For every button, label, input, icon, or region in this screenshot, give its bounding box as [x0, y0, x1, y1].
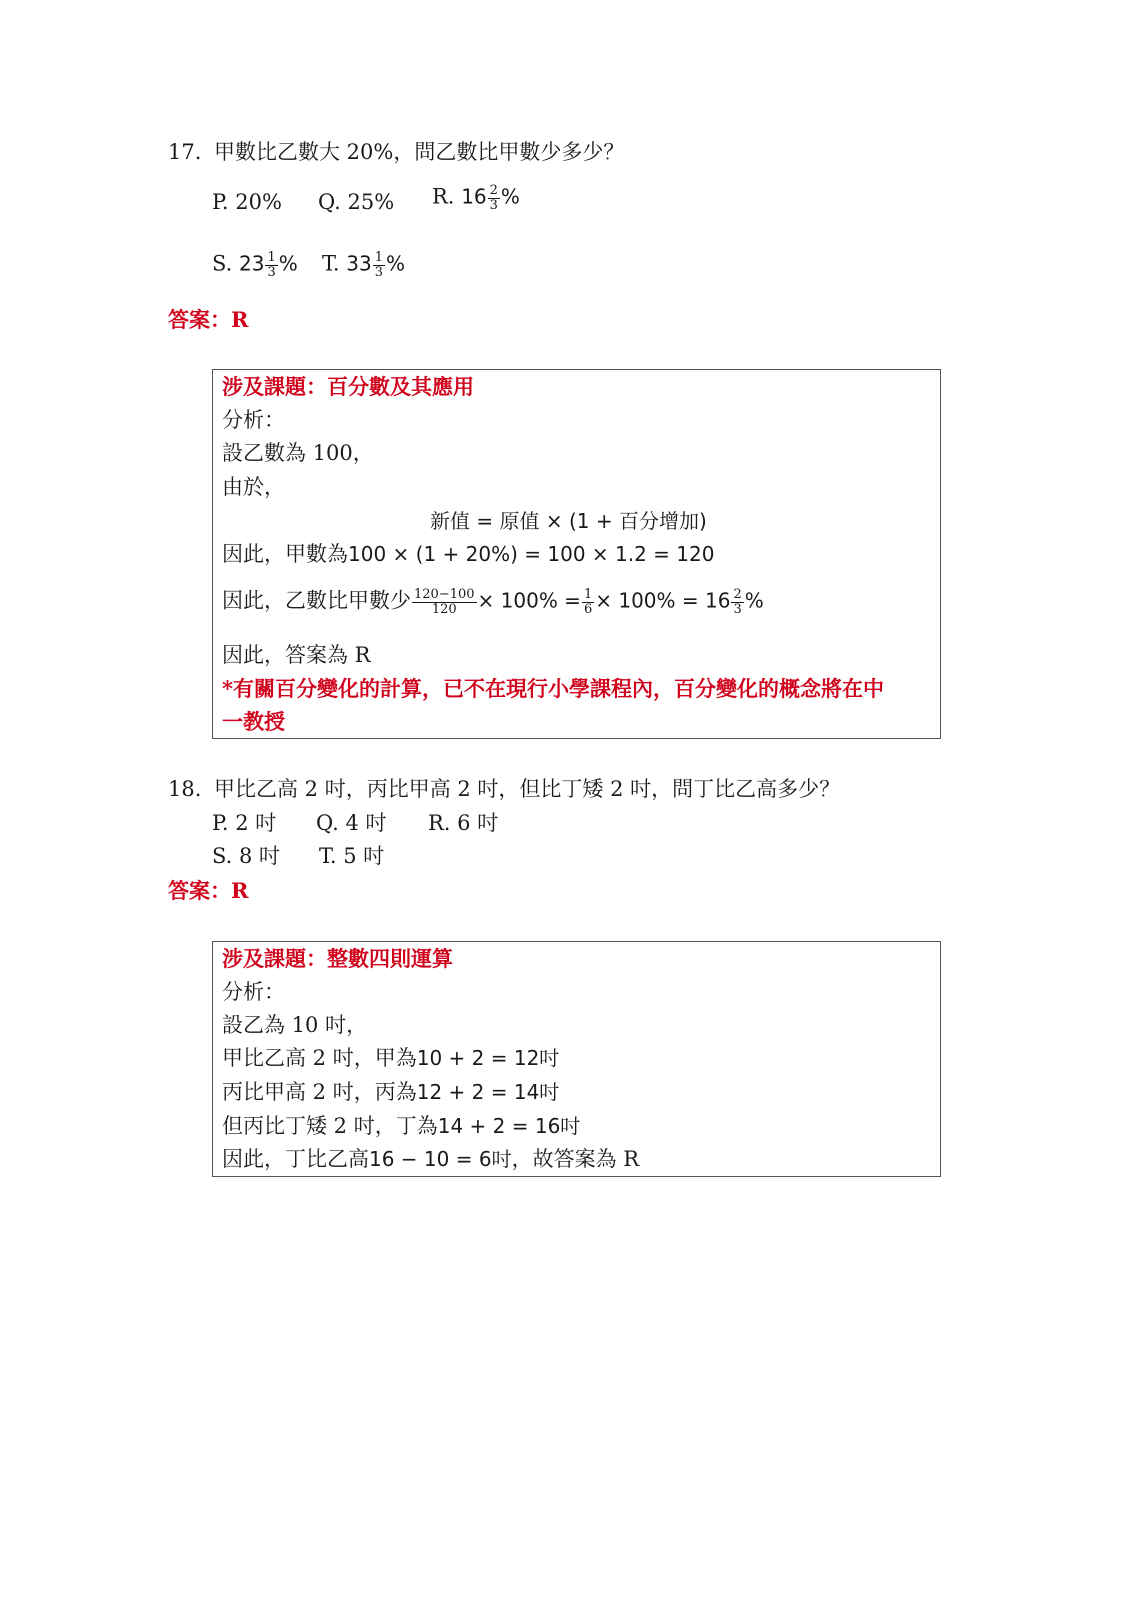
q17-line4-fraction: $\frac{120-100}{120}$: [414, 587, 475, 617]
q17-option-s-fraction: $\frac{1}{3}$: [267, 250, 276, 280]
q17-line4-fraction3: $\frac{2}{3}$: [733, 587, 742, 617]
q18-option-s: S. 8 吋: [212, 844, 281, 868]
q18-line1: 設乙為 10 吋，: [222, 1013, 368, 1037]
q18-answer: 答案：R: [168, 878, 249, 903]
q18-line2: 甲比乙高 2 吋，甲為10 + 2 = 12吋: [222, 1046, 560, 1070]
q17-formula: 新值 = 原值 × (1 + 百分增加): [430, 509, 707, 533]
q17-option-s: S. 23 $\frac{1}{3}$ %: [212, 250, 298, 280]
q17-answer: 答案：R: [168, 307, 249, 332]
q18-question: 甲比乙高 2 吋，丙比甲高 2 吋，但比丁矮 2 吋，問丁比乙高多少？: [214, 777, 841, 801]
q17-line4-fraction2: $\frac{1}{6}$: [583, 587, 593, 617]
q17-line1: 設乙數為 100，: [222, 441, 374, 465]
q17-line5: 因此，答案為 R: [222, 643, 371, 667]
q18-option-q: Q. 4 吋: [316, 811, 387, 835]
q18-option-t: T. 5 吋: [319, 844, 385, 868]
q18-option-r: R. 6 吋: [428, 811, 499, 835]
q17-note-line2: 一教授: [222, 709, 285, 734]
q18-analysis-label: 分析：: [222, 980, 285, 1004]
q18-line5: 因此，丁比乙高16 − 10 = 6吋，故答案為 R: [222, 1147, 640, 1171]
q17-line4: 因此，乙數比甲數少 $\frac{120-100}{120}$ × 100% = $\frac{1}{6}$ × 100% = 16 $\frac{2}{3}$ %: [222, 587, 764, 617]
q17-option-t-fraction: $\frac{1}{3}$: [374, 250, 384, 280]
q17-option-r-whole: 16: [461, 184, 487, 209]
q17-option-p: P. 20%: [212, 190, 282, 214]
q18-line3: 丙比甲高 2 吋，丙為12 + 2 = 14吋: [222, 1080, 560, 1104]
q17-analysis-label: 分析：: [222, 408, 285, 432]
q17-topic: 涉及課題：百分數及其應用: [222, 374, 474, 399]
q17-question: 甲數比乙數大 20%，問乙數比甲數少多少？: [214, 140, 625, 164]
q18-option-p: P. 2 吋: [212, 811, 277, 835]
q17-line2: 由於，: [222, 475, 285, 499]
q17-option-r: [432, 184, 520, 212]
q17-option-t: T. 33 $\frac{1}{3}$ %: [322, 250, 406, 280]
q17-option-r-fraction: $\frac{2}{3}$: [489, 183, 498, 213]
q17-number: 17.: [168, 140, 202, 164]
q18-line4: 但丙比丁矮 2 吋，丁為14 + 2 = 16吋: [222, 1114, 581, 1138]
q17-line3: 因此，甲數為100 × (1 + 20%) = 100 × 1.2 = 120: [222, 542, 715, 566]
q17-note-line1: *有關百分變化的計算，已不在現行小學課程內，百分變化的概念將在中: [222, 676, 884, 701]
q18-number: 18.: [168, 777, 202, 801]
q17-option-r-prefix: R.: [432, 184, 455, 209]
q17-option-r-suffix: %: [500, 184, 520, 209]
q17-line3-math: 100 × (1 + 20%) = 100 × 1.2 = 120: [348, 542, 715, 566]
q17-option-q: Q. 25%: [318, 190, 395, 214]
q18-topic: 涉及課題：整數四則運算: [222, 946, 453, 971]
